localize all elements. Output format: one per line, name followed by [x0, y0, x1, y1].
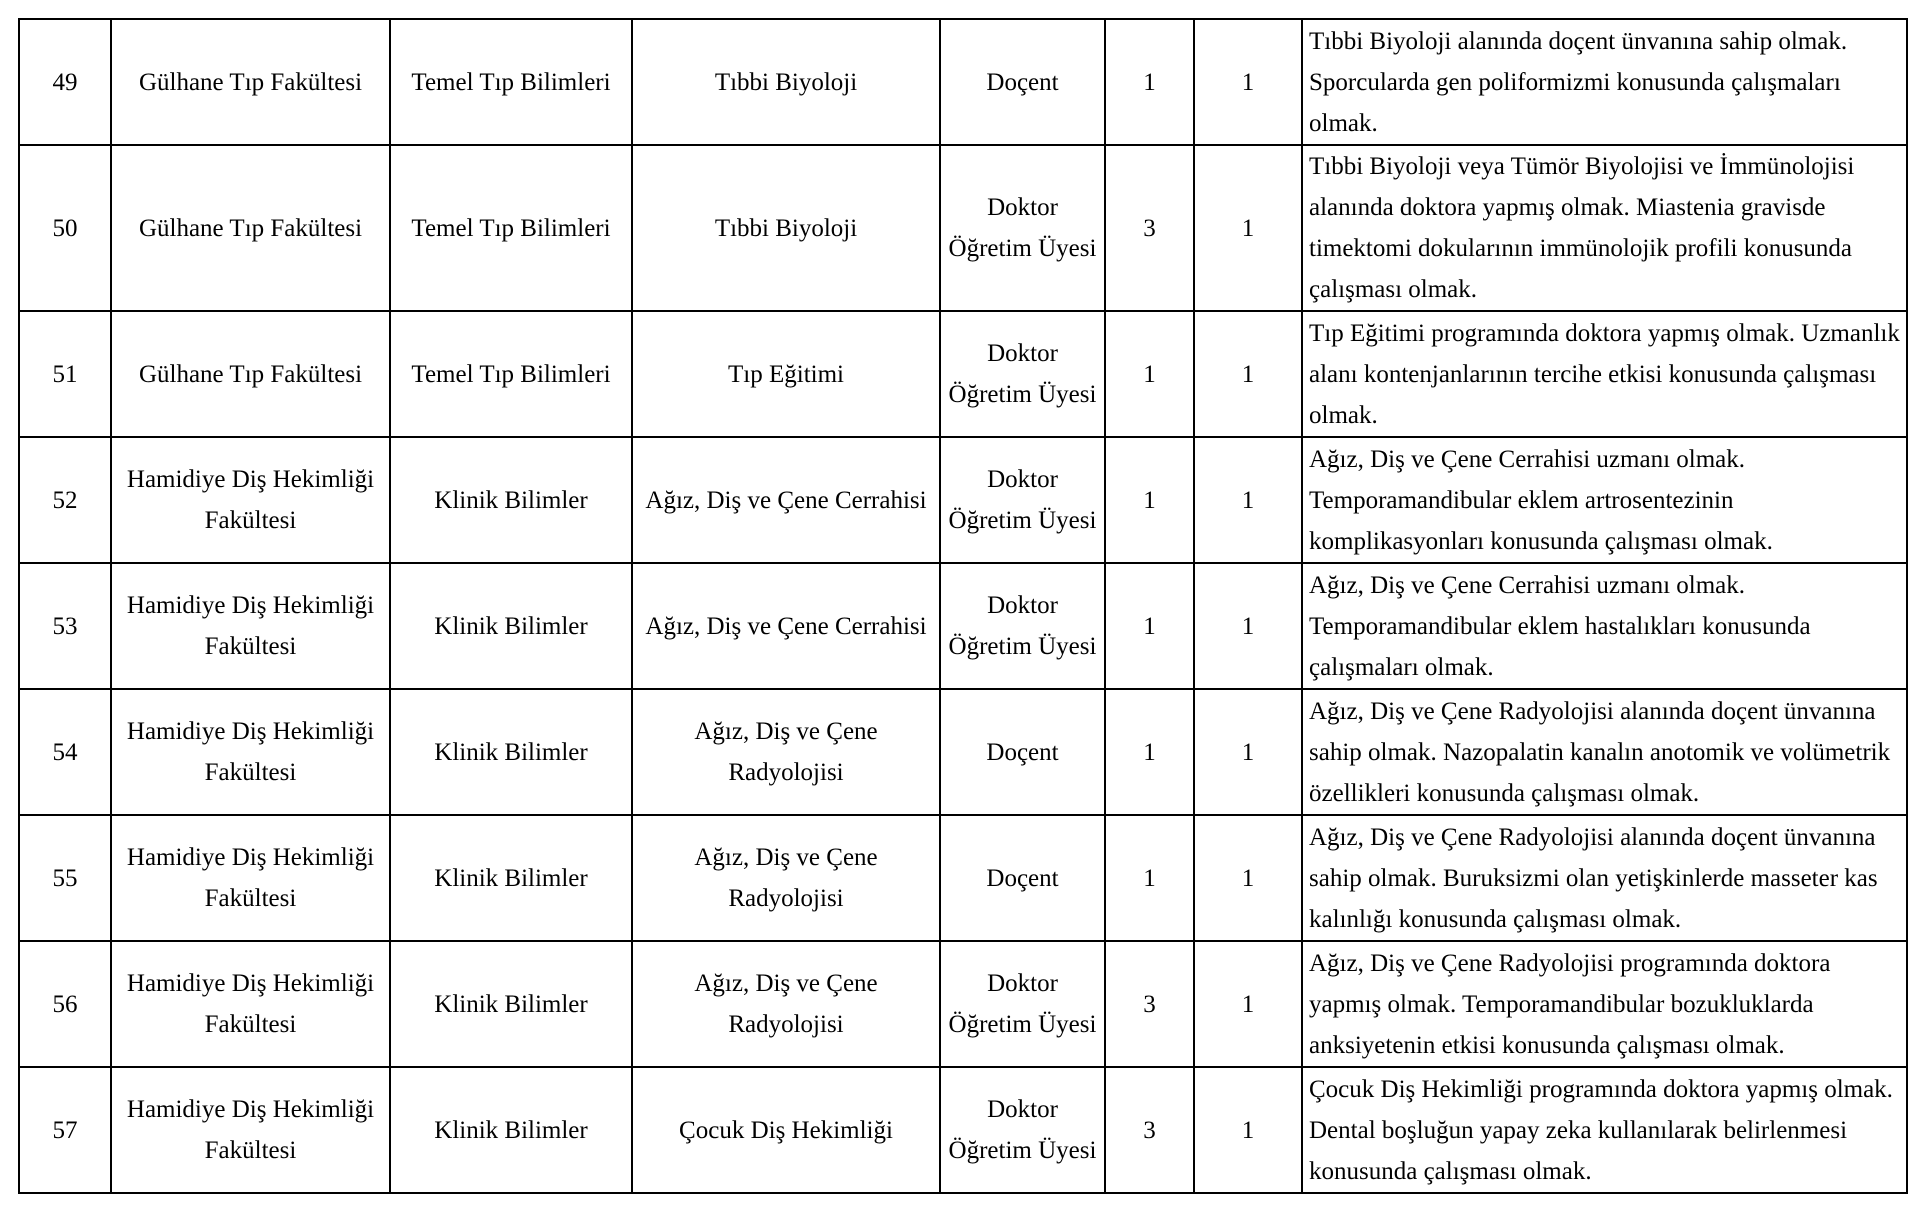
rank-cell: 3 [1105, 941, 1194, 1067]
count-cell: 1 [1194, 19, 1302, 145]
title-cell: Doktor Öğretim Üyesi [940, 437, 1105, 563]
faculty-cell: Gülhane Tıp Fakültesi [111, 19, 390, 145]
requirement-cell: Ağız, Diş ve Çene Cerrahisi uzmanı olmak. Temporamandibular eklem artrosentezinin komplikasyonları konusunda çalışması olmak. [1302, 437, 1907, 563]
positions-table [18, 18, 1908, 1194]
faculty-cell: Hamidiye Diş Hekimliği Fakültesi [111, 1067, 390, 1193]
row-number: 53 [19, 563, 111, 689]
title-cell: Doktor Öğretim Üyesi [940, 145, 1105, 311]
rank-cell: 1 [1105, 311, 1194, 437]
department-cell: Klinik Bilimler [390, 815, 632, 941]
rank-cell: 1 [1105, 689, 1194, 815]
row-number: 50 [19, 145, 111, 311]
row-number: 55 [19, 815, 111, 941]
requirement-cell: Tıbbi Biyoloji veya Tümör Biyolojisi ve İmmünolojisi alanında doktora yapmış olmak. Miastenia gravisde timektomi dokularının immünolojik profili konusunda çalışması olmak. [1302, 145, 1907, 311]
faculty-cell: Hamidiye Diş Hekimliği Fakültesi [111, 941, 390, 1067]
rank-cell: 1 [1105, 563, 1194, 689]
faculty-cell: Gülhane Tıp Fakültesi [111, 311, 390, 437]
rank-cell: 1 [1105, 815, 1194, 941]
program-cell: Tıbbi Biyoloji [632, 145, 940, 311]
title-cell: Doktor Öğretim Üyesi [940, 1067, 1105, 1193]
table-row [19, 815, 1907, 941]
department-cell: Klinik Bilimler [390, 437, 632, 563]
count-cell: 1 [1194, 689, 1302, 815]
department-cell: Klinik Bilimler [390, 941, 632, 1067]
program-cell: Ağız, Diş ve Çene Cerrahisi [632, 563, 940, 689]
rank-cell: 1 [1105, 19, 1194, 145]
table-row [19, 941, 1907, 1067]
faculty-cell: Gülhane Tıp Fakültesi [111, 145, 390, 311]
program-cell: Çocuk Diş Hekimliği [632, 1067, 940, 1193]
title-cell: Doktor Öğretim Üyesi [940, 941, 1105, 1067]
count-cell: 1 [1194, 1067, 1302, 1193]
table-row [19, 563, 1907, 689]
department-cell: Temel Tıp Bilimleri [390, 311, 632, 437]
row-number: 51 [19, 311, 111, 437]
requirement-cell: Çocuk Diş Hekimliği programında doktora yapmış olmak. Dental boşluğun yapay zeka kullanılarak belirlenmesi konusunda çalışması olmak. [1302, 1067, 1907, 1193]
faculty-cell: Hamidiye Diş Hekimliği Fakültesi [111, 815, 390, 941]
count-cell: 1 [1194, 311, 1302, 437]
title-cell: Doktor Öğretim Üyesi [940, 311, 1105, 437]
title-cell: Doçent [940, 689, 1105, 815]
count-cell: 1 [1194, 437, 1302, 563]
requirement-cell: Ağız, Diş ve Çene Radyolojisi programında doktora yapmış olmak. Temporamandibular bozukluklarda anksiyetenin etkisi konusunda çalışması olmak. [1302, 941, 1907, 1067]
requirement-cell: Tıbbi Biyoloji alanında doçent ünvanına sahip olmak. Sporcularda gen poliformizmi konusunda çalışmaları olmak. [1302, 19, 1907, 145]
requirement-cell: Tıp Eğitimi programında doktora yapmış olmak. Uzmanlık alanı kontenjanlarının tercihe etkisi konusunda çalışması olmak. [1302, 311, 1907, 437]
rank-cell: 3 [1105, 1067, 1194, 1193]
program-cell: Ağız, Diş ve Çene Radyolojisi [632, 815, 940, 941]
rank-cell: 3 [1105, 145, 1194, 311]
table-row [19, 145, 1907, 311]
requirement-cell: Ağız, Diş ve Çene Radyolojisi alanında doçent ünvanına sahip olmak. Nazopalatin kanalın anotomik ve volümetrik özellikleri konusunda çalışması olmak. [1302, 689, 1907, 815]
department-cell: Temel Tıp Bilimleri [390, 19, 632, 145]
count-cell: 1 [1194, 815, 1302, 941]
table-row [19, 689, 1907, 815]
title-cell: Doçent [940, 19, 1105, 145]
row-number: 49 [19, 19, 111, 145]
row-number: 57 [19, 1067, 111, 1193]
count-cell: 1 [1194, 941, 1302, 1067]
rank-cell: 1 [1105, 437, 1194, 563]
program-cell: Tıp Eğitimi [632, 311, 940, 437]
row-number: 54 [19, 689, 111, 815]
department-cell: Klinik Bilimler [390, 563, 632, 689]
program-cell: Tıbbi Biyoloji [632, 19, 940, 145]
count-cell: 1 [1194, 145, 1302, 311]
program-cell: Ağız, Diş ve Çene Radyolojisi [632, 941, 940, 1067]
department-cell: Klinik Bilimler [390, 689, 632, 815]
title-cell: Doçent [940, 815, 1105, 941]
row-number: 56 [19, 941, 111, 1067]
table-row [19, 311, 1907, 437]
table-row [19, 1067, 1907, 1193]
table-row [19, 437, 1907, 563]
requirement-cell: Ağız, Diş ve Çene Cerrahisi uzmanı olmak. Temporamandibular eklem hastalıkları konusunda çalışmaları olmak. [1302, 563, 1907, 689]
title-cell: Doktor Öğretim Üyesi [940, 563, 1105, 689]
faculty-cell: Hamidiye Diş Hekimliği Fakültesi [111, 689, 390, 815]
table-row [19, 19, 1907, 145]
program-cell: Ağız, Diş ve Çene Cerrahisi [632, 437, 940, 563]
faculty-cell: Hamidiye Diş Hekimliği Fakültesi [111, 437, 390, 563]
faculty-cell: Hamidiye Diş Hekimliği Fakültesi [111, 563, 390, 689]
department-cell: Temel Tıp Bilimleri [390, 145, 632, 311]
row-number: 52 [19, 437, 111, 563]
department-cell: Klinik Bilimler [390, 1067, 632, 1193]
requirement-cell: Ağız, Diş ve Çene Radyolojisi alanında doçent ünvanına sahip olmak. Buruksizmi olan yetişkinlerde masseter kas kalınlığı konusunda çalışması olmak. [1302, 815, 1907, 941]
count-cell: 1 [1194, 563, 1302, 689]
program-cell: Ağız, Diş ve Çene Radyolojisi [632, 689, 940, 815]
